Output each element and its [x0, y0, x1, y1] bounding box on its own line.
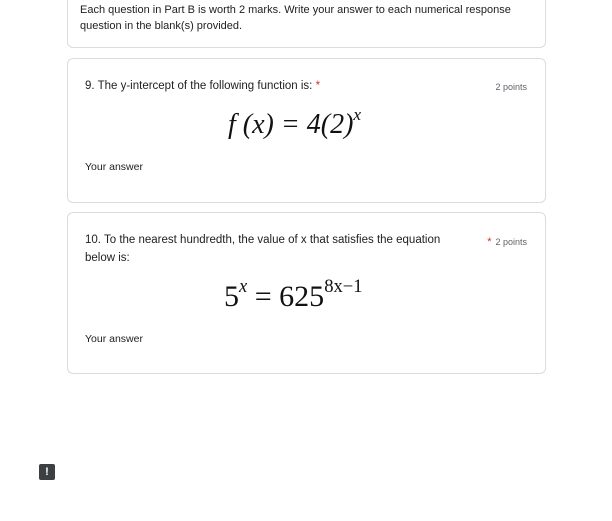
question-card-9	[67, 58, 546, 203]
question-title	[85, 77, 415, 95]
points-label: 2 points	[495, 82, 527, 92]
report-problem-icon[interactable]: !	[39, 464, 55, 480]
formula-rhs: = 625	[247, 280, 325, 313]
section-description: Each question in Part B is worth 2 marks. Write your answer to each numerical response question in the blank(s) provided.	[80, 4, 511, 32]
question-card-10	[67, 212, 546, 374]
formula-base-exponent: x	[239, 276, 248, 298]
points-label	[487, 236, 527, 248]
question-formula-image	[228, 104, 362, 141]
question-text: 10. To the nearest hundredth, the value of x that satisfies the equation below is:	[85, 234, 441, 264]
section-description-card	[67, 0, 546, 48]
formula-rhs-exponent: 8x−1	[324, 276, 363, 298]
formula-base: 5	[224, 280, 239, 313]
answer-input[interactable]: Your answer	[85, 333, 143, 345]
question-text: 9. The y-intercept of the following function is:	[85, 80, 316, 92]
required-asterisk: *	[487, 236, 492, 248]
formula-main: f (x) = 4(2)	[228, 109, 354, 140]
question-formula-image	[224, 276, 363, 314]
required-asterisk: *	[315, 80, 321, 92]
formula-exponent: x	[353, 104, 362, 124]
points-text: 2 points	[495, 237, 527, 247]
answer-input[interactable]: Your answer	[85, 161, 143, 173]
